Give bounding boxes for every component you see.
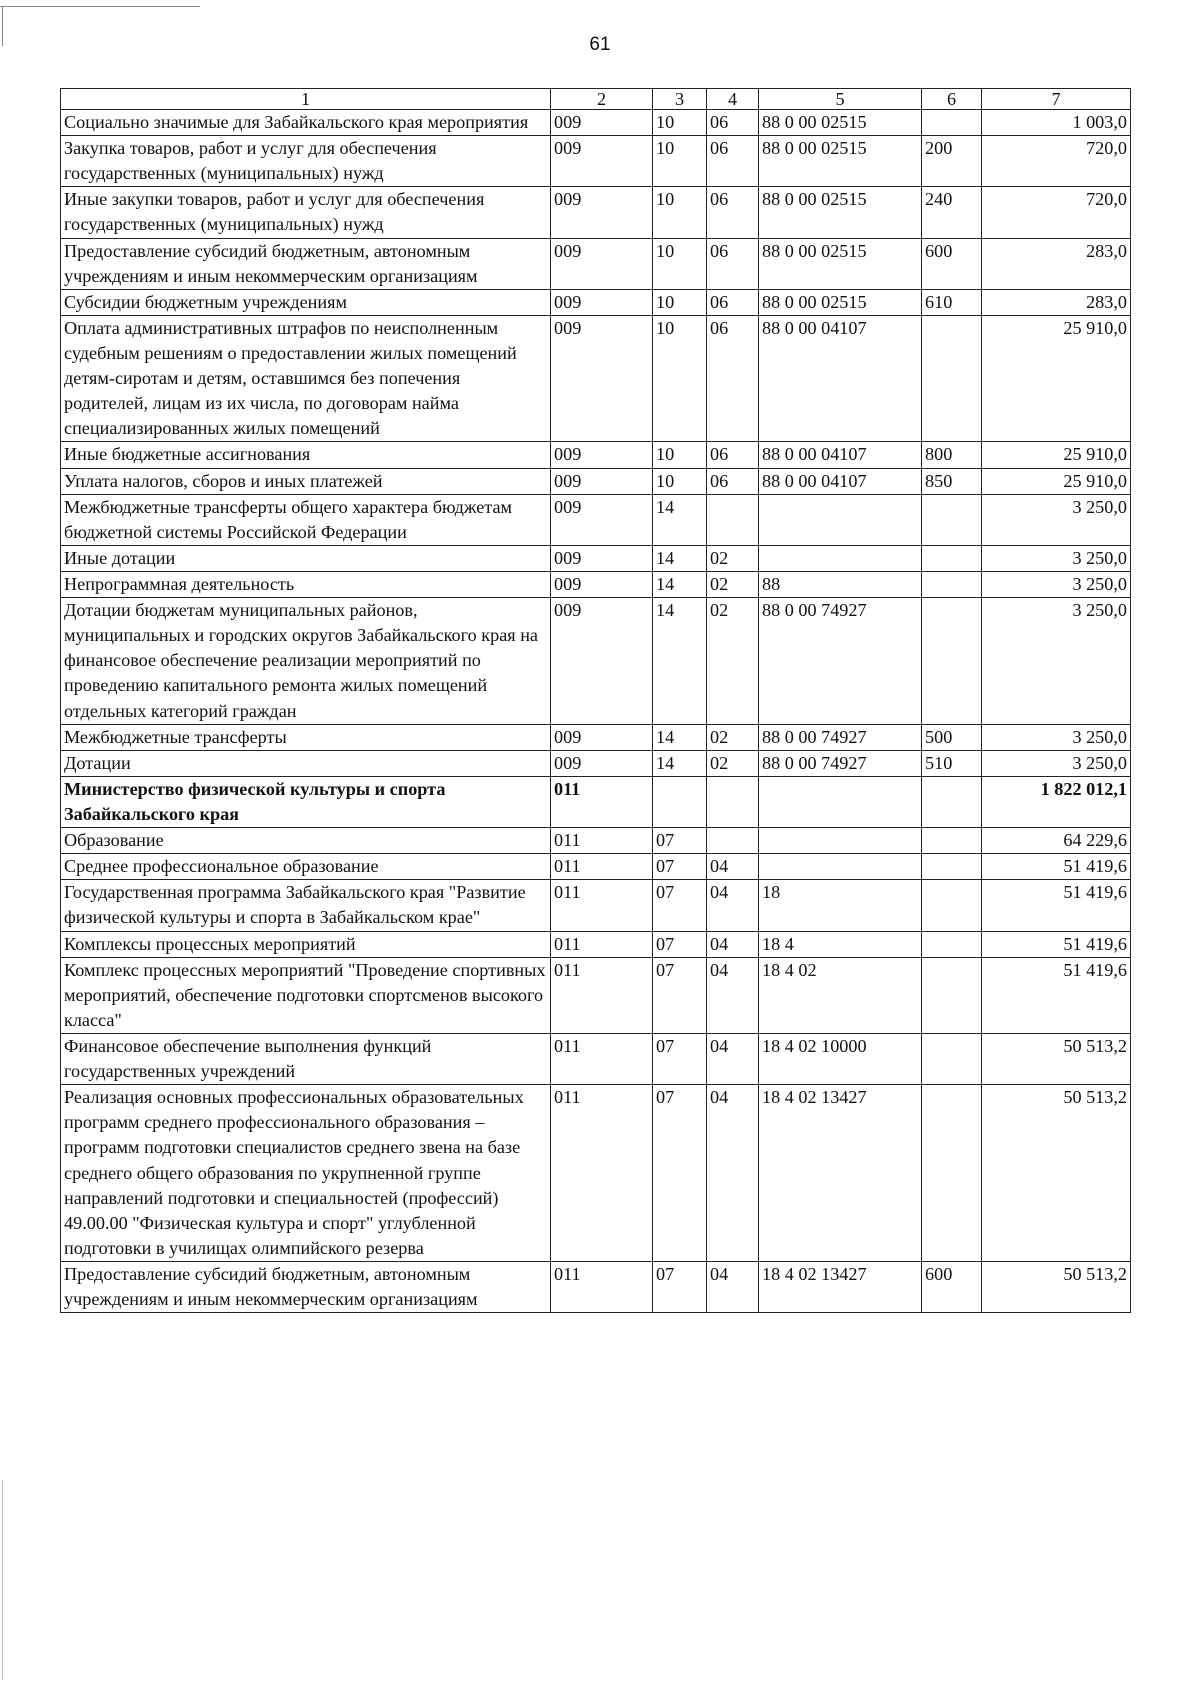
row-name-cell: Уплата налогов, сборов и иных платежей	[61, 468, 551, 494]
table-row	[61, 442, 1131, 468]
row-code-rz-cell: 10	[653, 136, 707, 187]
row-code-csr-cell: 88 0 00 74927	[759, 598, 922, 725]
row-code-csr-cell	[759, 828, 922, 854]
row-code-csr-cell	[759, 854, 922, 880]
column-header: 4	[707, 89, 759, 110]
row-code-pr-cell: 06	[707, 289, 759, 315]
row-name-cell: Министерство физической культуры и спорта Забайкальского края	[61, 776, 551, 827]
row-code-gr-cell: 009	[551, 494, 653, 545]
table-row	[61, 494, 1131, 545]
row-code-pr-cell: 02	[707, 750, 759, 776]
row-code-rz-cell: 10	[653, 468, 707, 494]
row-name-cell: Комплекс процессных мероприятий "Проведение спортивных мероприятий, обеспечение подготовки спортсменов высокого класса"	[61, 957, 551, 1033]
row-amount-cell: 720,0	[982, 187, 1131, 238]
row-code-vr-cell	[922, 776, 982, 827]
table-row	[61, 187, 1131, 238]
row-code-gr-cell: 011	[551, 1033, 653, 1084]
row-name-cell: Межбюджетные трансферты общего характера бюджетам бюджетной системы Российской Федерации	[61, 494, 551, 545]
row-code-rz-cell: 14	[653, 571, 707, 597]
row-code-pr-cell	[707, 828, 759, 854]
row-code-csr-cell: 18 4 02 13427	[759, 1261, 922, 1312]
row-code-vr-cell: 600	[922, 238, 982, 289]
row-name-cell: Межбюджетные трансферты	[61, 724, 551, 750]
table-row	[61, 598, 1131, 725]
row-amount-cell: 3 250,0	[982, 598, 1131, 725]
row-name-cell: Субсидии бюджетным учреждениям	[61, 289, 551, 315]
row-code-csr-cell: 88	[759, 571, 922, 597]
table-row	[61, 1261, 1131, 1312]
row-code-rz-cell: 07	[653, 1261, 707, 1312]
table-row	[61, 468, 1131, 494]
row-name-cell: Иные дотации	[61, 545, 551, 571]
row-code-gr-cell: 011	[551, 931, 653, 957]
row-code-gr-cell: 011	[551, 776, 653, 827]
row-amount-cell: 51 419,6	[982, 854, 1131, 880]
table-row	[61, 750, 1131, 776]
row-code-vr-cell	[922, 571, 982, 597]
row-code-vr-cell: 200	[922, 136, 982, 187]
row-code-rz-cell: 10	[653, 315, 707, 442]
row-code-rz-cell: 07	[653, 854, 707, 880]
row-code-vr-cell	[922, 854, 982, 880]
row-amount-cell: 25 910,0	[982, 468, 1131, 494]
row-code-pr-cell: 06	[707, 468, 759, 494]
column-header: 6	[922, 89, 982, 110]
row-amount-cell: 51 419,6	[982, 957, 1131, 1033]
row-amount-cell: 1 003,0	[982, 110, 1131, 136]
row-code-gr-cell: 009	[551, 315, 653, 442]
row-code-pr-cell: 06	[707, 238, 759, 289]
row-code-pr-cell: 04	[707, 880, 759, 931]
row-amount-cell: 50 513,2	[982, 1261, 1131, 1312]
row-code-rz-cell: 14	[653, 724, 707, 750]
row-code-gr-cell: 009	[551, 187, 653, 238]
row-name-cell: Социально значимые для Забайкальского края мероприятия	[61, 110, 551, 136]
table-row	[61, 931, 1131, 957]
row-name-cell: Комплексы процессных мероприятий	[61, 931, 551, 957]
row-code-pr-cell: 04	[707, 931, 759, 957]
table-row	[61, 289, 1131, 315]
row-code-pr-cell: 04	[707, 1033, 759, 1084]
row-code-pr-cell: 06	[707, 315, 759, 442]
scan-edge-line	[2, 1480, 3, 1680]
row-code-rz-cell: 14	[653, 750, 707, 776]
row-name-cell: Финансовое обеспечение выполнения функций государственных учреждений	[61, 1033, 551, 1084]
page-number: 61	[589, 34, 611, 55]
column-header: 2	[551, 89, 653, 110]
table-row	[61, 1085, 1131, 1262]
row-code-gr-cell: 009	[551, 110, 653, 136]
row-code-rz-cell: 07	[653, 1085, 707, 1262]
row-code-gr-cell: 011	[551, 1261, 653, 1312]
row-name-cell: Оплата административных штрафов по неисполненным судебным решениям о предоставлении жилых помещений детям-сиротам и детям, оставшимся без попечения родителей, лицам из их числа, по договорам найма специализированных жилых помещений	[61, 315, 551, 442]
row-code-vr-cell: 800	[922, 442, 982, 468]
row-code-gr-cell: 009	[551, 571, 653, 597]
row-code-vr-cell	[922, 315, 982, 442]
row-code-csr-cell: 18 4 02 13427	[759, 1085, 922, 1262]
row-code-pr-cell: 06	[707, 187, 759, 238]
row-code-rz-cell: 07	[653, 1033, 707, 1084]
row-code-gr-cell: 009	[551, 238, 653, 289]
row-code-pr-cell: 04	[707, 854, 759, 880]
row-code-pr-cell: 04	[707, 1085, 759, 1262]
row-name-cell: Непрограммная деятельность	[61, 571, 551, 597]
table-row	[61, 571, 1131, 597]
row-code-rz-cell: 10	[653, 110, 707, 136]
row-code-csr-cell: 88 0 00 04107	[759, 468, 922, 494]
row-amount-cell: 283,0	[982, 238, 1131, 289]
row-code-pr-cell	[707, 776, 759, 827]
row-code-rz-cell: 10	[653, 289, 707, 315]
row-code-vr-cell	[922, 880, 982, 931]
row-name-cell: Дотации бюджетам муниципальных районов, муниципальных и городских округов Забайкальского края на финансовое обеспечение реализации мероприятий по проведению капитального ремонта жилых помещений отдельных категорий граждан	[61, 598, 551, 725]
row-code-csr-cell: 88 0 00 74927	[759, 724, 922, 750]
row-code-rz-cell	[653, 776, 707, 827]
table-row	[61, 110, 1131, 136]
row-code-rz-cell: 07	[653, 828, 707, 854]
row-code-rz-cell: 14	[653, 494, 707, 545]
table-body	[61, 89, 1131, 1313]
row-code-csr-cell	[759, 776, 922, 827]
row-amount-cell: 3 250,0	[982, 545, 1131, 571]
table-row	[61, 854, 1131, 880]
row-code-gr-cell: 009	[551, 750, 653, 776]
row-code-pr-cell: 02	[707, 571, 759, 597]
row-amount-cell: 50 513,2	[982, 1085, 1131, 1262]
row-code-rz-cell: 07	[653, 957, 707, 1033]
row-code-vr-cell: 500	[922, 724, 982, 750]
row-code-pr-cell	[707, 494, 759, 545]
row-code-csr-cell: 18 4	[759, 931, 922, 957]
row-code-rz-cell: 07	[653, 931, 707, 957]
row-amount-cell: 51 419,6	[982, 880, 1131, 931]
column-header: 1	[61, 89, 551, 110]
row-name-cell: Иные бюджетные ассигнования	[61, 442, 551, 468]
row-code-gr-cell: 009	[551, 724, 653, 750]
row-code-gr-cell: 011	[551, 854, 653, 880]
table-row	[61, 828, 1131, 854]
table-row	[61, 545, 1131, 571]
row-code-rz-cell: 10	[653, 238, 707, 289]
row-code-vr-cell: 850	[922, 468, 982, 494]
row-code-csr-cell: 18 4 02	[759, 957, 922, 1033]
table-row	[61, 136, 1131, 187]
row-code-vr-cell: 240	[922, 187, 982, 238]
row-code-pr-cell: 04	[707, 957, 759, 1033]
row-code-pr-cell: 04	[707, 1261, 759, 1312]
row-code-rz-cell: 14	[653, 598, 707, 725]
row-code-gr-cell: 011	[551, 828, 653, 854]
row-code-gr-cell: 011	[551, 880, 653, 931]
row-code-gr-cell: 011	[551, 1085, 653, 1262]
row-code-gr-cell: 011	[551, 957, 653, 1033]
row-code-vr-cell	[922, 828, 982, 854]
row-code-vr-cell	[922, 1033, 982, 1084]
row-name-cell: Реализация основных профессиональных образовательных программ среднего профессионального образования – программ подготовки специалистов среднего звена на базе среднего общего образования по укрупненной группе направлений подготовки и специальностей (профессий) 49.00.00 "Физическая культура и спорт" углубленной подготовки в училищах олимпийского резерва	[61, 1085, 551, 1262]
row-name-cell: Предоставление субсидий бюджетным, автономным учреждениям и иным некоммерческим организациям	[61, 238, 551, 289]
column-header: 5	[759, 89, 922, 110]
row-code-csr-cell: 88 0 00 02515	[759, 238, 922, 289]
row-code-vr-cell	[922, 598, 982, 725]
row-code-vr-cell	[922, 545, 982, 571]
row-amount-cell: 25 910,0	[982, 315, 1131, 442]
row-amount-cell: 50 513,2	[982, 1033, 1131, 1084]
table-row	[61, 1033, 1131, 1084]
row-name-cell: Среднее профессиональное образование	[61, 854, 551, 880]
row-amount-cell: 720,0	[982, 136, 1131, 187]
table-row	[61, 238, 1131, 289]
row-code-rz-cell: 14	[653, 545, 707, 571]
row-code-vr-cell	[922, 494, 982, 545]
row-code-csr-cell: 88 0 00 74927	[759, 750, 922, 776]
row-amount-cell: 3 250,0	[982, 750, 1131, 776]
row-code-rz-cell: 10	[653, 442, 707, 468]
row-code-pr-cell: 06	[707, 110, 759, 136]
row-code-csr-cell	[759, 494, 922, 545]
row-code-pr-cell: 02	[707, 545, 759, 571]
row-code-vr-cell: 610	[922, 289, 982, 315]
row-code-csr-cell: 88 0 00 02515	[759, 136, 922, 187]
row-code-vr-cell	[922, 1085, 982, 1262]
row-code-gr-cell: 009	[551, 289, 653, 315]
row-code-pr-cell: 06	[707, 442, 759, 468]
row-name-cell: Образование	[61, 828, 551, 854]
row-code-csr-cell: 88 0 00 02515	[759, 187, 922, 238]
row-code-vr-cell: 510	[922, 750, 982, 776]
row-code-csr-cell: 88 0 00 02515	[759, 110, 922, 136]
column-header: 3	[653, 89, 707, 110]
row-code-pr-cell: 02	[707, 598, 759, 725]
row-amount-cell: 3 250,0	[982, 724, 1131, 750]
table-header-row	[61, 89, 1131, 110]
row-amount-cell: 1 822 012,1	[982, 776, 1131, 827]
row-code-vr-cell	[922, 931, 982, 957]
row-name-cell: Иные закупки товаров, работ и услуг для обеспечения государственных (муниципальных) нужд	[61, 187, 551, 238]
table-row	[61, 880, 1131, 931]
row-amount-cell: 283,0	[982, 289, 1131, 315]
row-code-csr-cell: 88 0 00 02515	[759, 289, 922, 315]
row-code-gr-cell: 009	[551, 136, 653, 187]
table-row	[61, 776, 1131, 827]
row-code-gr-cell: 009	[551, 598, 653, 725]
row-amount-cell: 25 910,0	[982, 442, 1131, 468]
row-amount-cell: 64 229,6	[982, 828, 1131, 854]
table-row	[61, 724, 1131, 750]
row-code-gr-cell: 009	[551, 442, 653, 468]
row-name-cell: Предоставление субсидий бюджетным, автономным учреждениям и иным некоммерческим организациям	[61, 1261, 551, 1312]
row-code-pr-cell: 02	[707, 724, 759, 750]
row-code-vr-cell	[922, 957, 982, 1033]
scan-edge-line	[0, 6, 200, 7]
row-code-gr-cell: 009	[551, 545, 653, 571]
row-code-vr-cell: 600	[922, 1261, 982, 1312]
budget-table	[60, 88, 1131, 1313]
row-code-csr-cell: 18 4 02 10000	[759, 1033, 922, 1084]
row-amount-cell: 51 419,6	[982, 931, 1131, 957]
row-amount-cell: 3 250,0	[982, 571, 1131, 597]
row-code-csr-cell	[759, 545, 922, 571]
row-amount-cell: 3 250,0	[982, 494, 1131, 545]
row-name-cell: Государственная программа Забайкальского края "Развитие физической культуры и спорта в Забайкальском крае"	[61, 880, 551, 931]
row-code-csr-cell: 88 0 00 04107	[759, 315, 922, 442]
row-name-cell: Дотации	[61, 750, 551, 776]
table-row	[61, 315, 1131, 442]
row-code-csr-cell: 88 0 00 04107	[759, 442, 922, 468]
table-row	[61, 957, 1131, 1033]
row-code-gr-cell: 009	[551, 468, 653, 494]
column-header: 7	[982, 89, 1131, 110]
row-code-csr-cell: 18	[759, 880, 922, 931]
row-name-cell: Закупка товаров, работ и услуг для обеспечения государственных (муниципальных) нужд	[61, 136, 551, 187]
row-code-vr-cell	[922, 110, 982, 136]
row-code-pr-cell: 06	[707, 136, 759, 187]
row-code-rz-cell: 10	[653, 187, 707, 238]
row-code-rz-cell: 07	[653, 880, 707, 931]
